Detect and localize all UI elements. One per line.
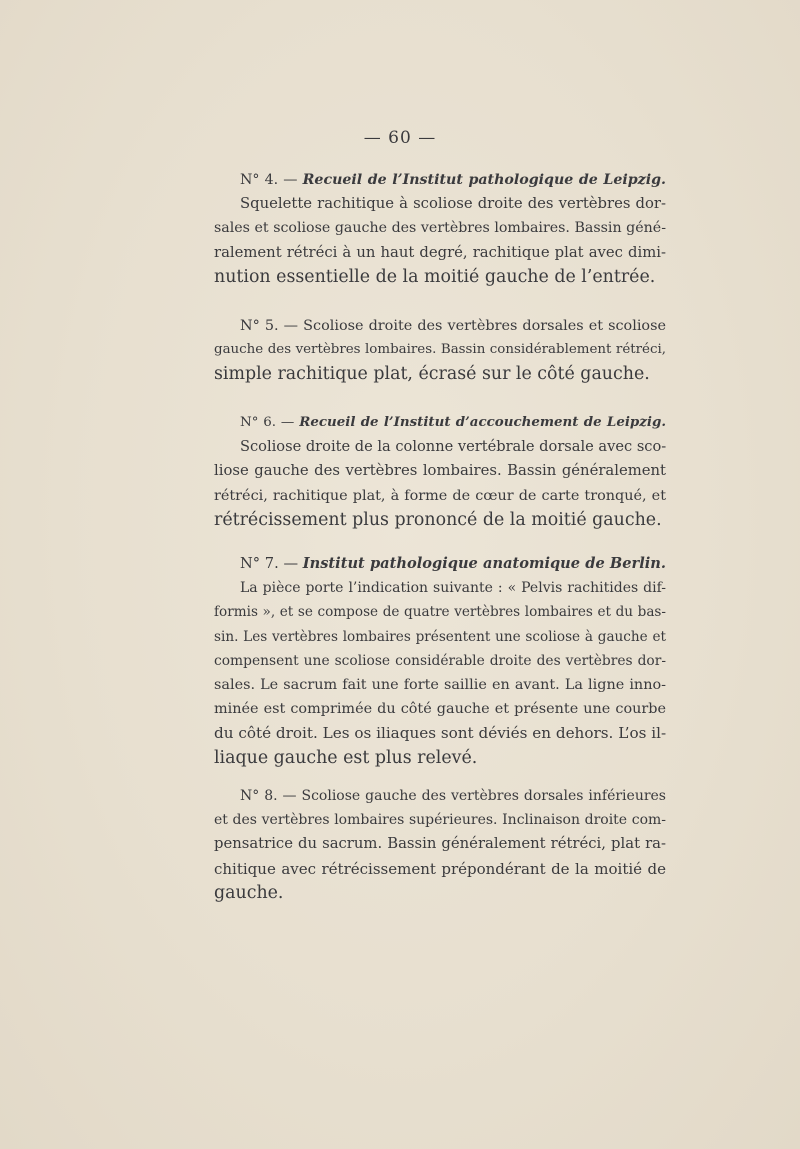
- source-title: Recueil de l’Institut pathologique de Leipzig.: [302, 172, 666, 188]
- source-title: Institut pathologique anatomique de Berlin.: [302, 555, 666, 572]
- text-line: liose gauche des vertèbres lombaires. Bassin généralement: [214, 462, 666, 480]
- text-line: pensatrice du sacrum. Bassin généralement rétréci, plat ra-: [214, 835, 666, 853]
- text-line: rétréci, rachitique plat, à forme de cœur de carte tronqué, et: [214, 487, 666, 504]
- text-line: gauche.: [214, 882, 284, 903]
- entry-4: [214, 168, 666, 289]
- text-line: sales. Le sacrum fait une forte saillie en avant. La ligne inno-: [214, 677, 666, 694]
- text-line: formis », et se compose de quatre vertèbres lombaires et du bas-: [214, 604, 666, 621]
- text-line: sales et scoliose gauche des vertèbres lombaires. Bassin géné-: [214, 220, 666, 237]
- text-line: sin. Les vertèbres lombaires présentent une scoliose à gauche et: [214, 628, 666, 645]
- text-line: rétrécissement plus prononcé de la moitié gauche.: [214, 509, 662, 530]
- text-line: gauche des vertèbres lombaires. Bassin considérablement rétréci,: [214, 342, 666, 358]
- text-line: compensent une scoliose considérable droite des vertèbres dor-: [214, 652, 666, 669]
- text-line: et des vertèbres lombaires supérieures. Inclinaison droite com-: [214, 812, 666, 829]
- entry-7: [214, 552, 666, 770]
- text-line: ralement rétréci à un haut degré, rachitique plat avec dimi-: [214, 243, 666, 261]
- text-line: Scoliose droite de la colonne vertébrale dorsale avec sco-: [240, 438, 667, 456]
- page-number: — 60 —: [363, 128, 437, 148]
- entry-heading: N° 4. — Recueil de l’Institut pathologique de Leipzig.: [240, 172, 666, 188]
- text-line: du côté droit. Les os iliaques sont déviés en dehors. L’os il-: [214, 724, 667, 743]
- entry-5: [214, 314, 666, 387]
- entry-6: [214, 410, 666, 532]
- text-line: liaque gauche est plus relevé.: [214, 747, 478, 768]
- text-line: chitique avec rétrécissement prépondérant de la moitié de: [214, 859, 666, 878]
- text-line: nution essentielle de la moitié gauche de l’entrée.: [214, 266, 656, 287]
- text-line: N° 5. — Scoliose droite des vertèbres dorsales et scoliose: [240, 318, 666, 334]
- entry-heading: N° 7. — Institut pathologique anatomique de Berlin.: [240, 555, 666, 572]
- text-line: minée est comprimée du côté gauche et présente une courbe: [214, 701, 666, 718]
- entry-heading: N° 6. — Recueil de l’Institut d’accouchement de Leipzig.: [240, 414, 666, 430]
- text-line: Squelette rachitique à scoliose droite des vertèbres dor-: [240, 195, 666, 213]
- text-line: simple rachitique plat, écrasé sur le côté gauche.: [214, 364, 650, 385]
- entry-8: [214, 784, 666, 905]
- source-title: Recueil de l’Institut d’accouchement de Leipzig.: [299, 414, 666, 430]
- text-line: La pièce porte l’indication suivante : « Pelvis rachitides dif-: [240, 580, 666, 597]
- text-line: N° 8. — Scoliose gauche des vertèbres dorsales inférieures: [240, 788, 666, 804]
